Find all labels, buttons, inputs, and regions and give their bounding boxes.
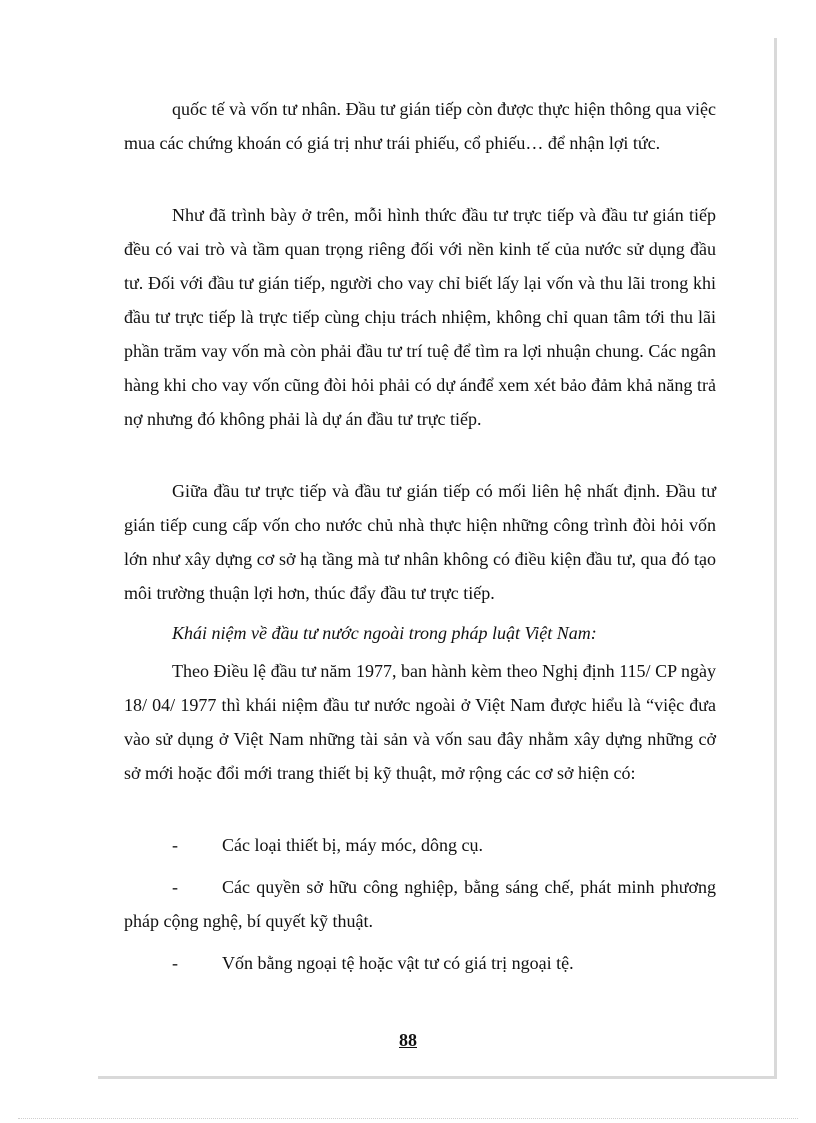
- list-bullet: -: [172, 835, 178, 855]
- paragraph-continuation: quốc tế và vốn tư nhân. Đầu tư gián tiếp còn được thực hiện thông qua việc mua các chứng khoán có giá trị như trái phiếu, cổ phiếu… để nhận lợi tức.: [124, 99, 716, 153]
- paragraph-direct-vs-indirect-roles: Như đã trình bày ở trên, mỗi hình thức đầu tư trực tiếp và đầu tư gián tiếp đều có vai trò và tầm quan trọng riêng đối với nền kinh tế của nước sử dụng đầu tư. Đối với đầu tư gián tiếp, người cho vay chỉ biết lấy lại vốn và thu lãi trong khi đầu tư trực tiếp là trực tiếp cùng chịu trách nhiệm, không chỉ quan tâm tới thu lãi phần trăm vay vốn mà còn phải đầu tư trí tuệ để tìm ra lợi nhuận chung. Các ngân hàng khi cho vay vốn cũng đòi hỏi phải có dự ánđể xem xét bảo đảm khả năng trả nợ nhưng đó không phải là dự án đầu tư trực tiếp.: [124, 205, 716, 429]
- footer-dotted-rule: [18, 1118, 798, 1119]
- list-item-text: Các loại thiết bị, máy móc, dông cụ.: [222, 835, 483, 855]
- section-heading-vietnam-law: Khái niệm về đầu tư nước ngoài trong pháp luật Việt Nam:: [172, 623, 597, 643]
- list-item: [124, 870, 716, 938]
- paragraph-relationship: Giữa đầu tư trực tiếp và đầu tư gián tiếp có mối liên hệ nhất định. Đầu tư gián tiếp cung cấp vốn cho nước chủ nhà thực hiện những công trình đòi hỏi vốn lớn như xây dựng cơ sở hạ tầng mà tư nhân không có điều kiện đầu tư, qua đó tạo môi trường thuận lợi hơn, thúc đẩy đầu tư trực tiếp.: [124, 481, 716, 603]
- page-number: 88: [399, 1030, 417, 1050]
- list-bullet: -: [172, 877, 178, 897]
- paragraph-investment-charter-1977: Theo Điều lệ đầu tư năm 1977, ban hành kèm theo Nghị định 115/ CP ngày 18/ 04/ 1977 thì khái niệm đầu tư nước ngoài ở Việt Nam được hiểu là “việc đưa vào sử dụng ở Việt Nam những tài sản và vốn sau đây nhằm xây dựng những cở sở mới hoặc đổi mới trang thiết bị kỹ thuật, mở rộng các cơ sở hiện có:: [124, 661, 716, 783]
- list-item: [124, 946, 716, 980]
- list-bullet: -: [172, 953, 178, 973]
- list-item-text: Các quyền sở hữu công nghiệp, bằng sáng chế, phát minh phương pháp cộng nghệ, bí quyết kỹ thuật.: [124, 877, 716, 931]
- list-item-text: Vốn bằng ngoại tệ hoặc vật tư có giá trị ngoại tệ.: [222, 953, 574, 973]
- list-item: [124, 828, 716, 862]
